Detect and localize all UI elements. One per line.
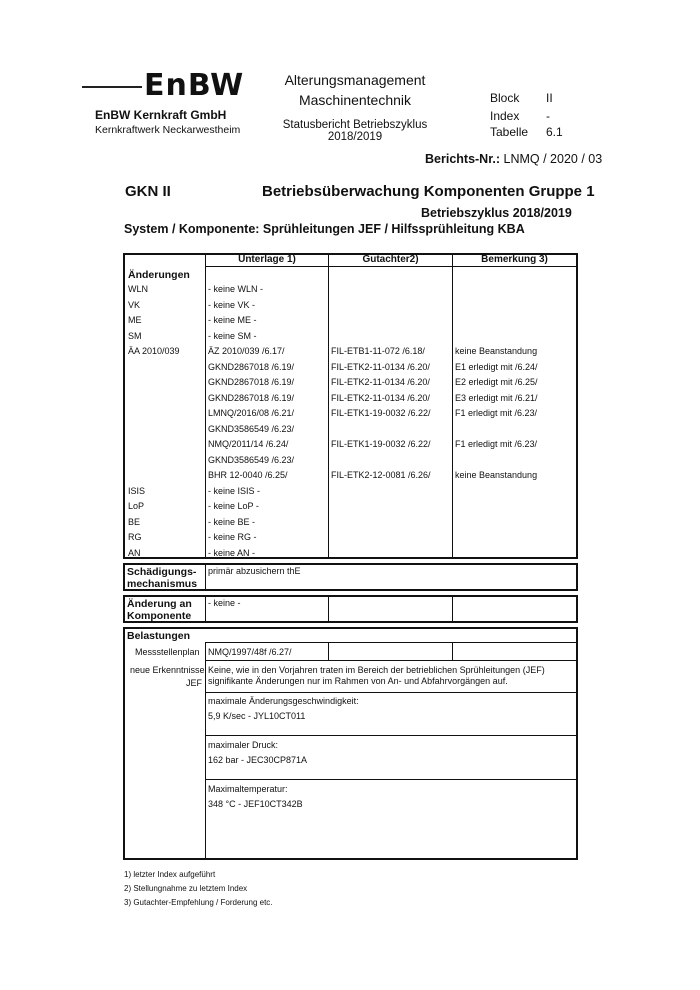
- loads-divider: [205, 779, 578, 780]
- report-number: [425, 152, 602, 166]
- pressure-label: maximaler Druck:: [208, 740, 279, 750]
- loads-divider: [205, 660, 578, 661]
- row-remark: F1 erledigt mit /6.23/: [455, 408, 538, 418]
- row-type: ISIS: [128, 485, 146, 496]
- rate-value: 5,9 K/sec - JYL10CT011: [208, 711, 306, 721]
- status-report: Statusbericht Betriebszyklus 2018/2019: [282, 119, 428, 143]
- row-document: GKND3586549 /6.23/: [208, 423, 295, 434]
- row-document: - keine BE -: [208, 516, 256, 527]
- header-divider: [205, 266, 578, 267]
- loads-divider: [205, 735, 578, 736]
- row-expert: FIL-ETK1-19-0032 /6.22/: [331, 408, 431, 418]
- meta-key: Block: [490, 91, 520, 105]
- row-type: SM: [128, 330, 142, 341]
- row-type: ME: [128, 315, 142, 325]
- row-expert: FIL-ETK2-12-0081 /6.26/: [331, 470, 431, 480]
- meta-block: [490, 91, 553, 105]
- system-component: System / Komponente: Sprühleitungen JEF / Hilfssprühleitung KBA: [124, 222, 525, 236]
- row-document: - keine AN -: [208, 547, 256, 558]
- row-expert: FIL-ETK2-11-0134 /6.20/: [331, 392, 430, 403]
- rate-label: maximale Änderungsgeschwindigkeit:: [208, 696, 359, 706]
- col-divider: [205, 595, 206, 623]
- row-document: - keine ISIS -: [208, 485, 261, 496]
- component-change-label-1: Änderung an: [127, 598, 192, 610]
- temp-label: Maximaltemperatur:: [208, 784, 288, 794]
- row-type: BE: [128, 516, 141, 527]
- row-expert: FIL-ETK2-11-0134 /6.20/: [331, 361, 430, 372]
- changes-title: Änderungen: [128, 269, 190, 281]
- row-type: RG: [128, 532, 142, 542]
- row-type: VK: [128, 299, 141, 310]
- row-document: ÄZ 2010/039 /6.17/: [208, 346, 285, 356]
- row-type: LoP: [128, 501, 145, 511]
- doc-title-line1: Alterungsmanagement: [284, 72, 426, 88]
- col-divider: [452, 595, 453, 623]
- row-document: NMQ/2011/14 /6.24/: [208, 439, 289, 449]
- row-document: GKND3586549 /6.23/: [208, 454, 295, 465]
- row-expert: FIL-ETB1-11-072 /6.18/: [331, 346, 425, 356]
- loads-divider: [205, 642, 578, 643]
- meta-key: Tabelle: [490, 125, 529, 139]
- col-divider: [205, 253, 206, 559]
- enbw-logo: EnBW: [144, 68, 245, 103]
- row-remark: keine Beanstandung: [455, 470, 538, 480]
- footnote-3: 3) Gutachter-Empfehlung / Forderung etc.: [124, 898, 273, 907]
- row-document: BHR 12-0040 /6.25/: [208, 470, 288, 480]
- row-document: - keine LoP -: [208, 501, 259, 511]
- findings-label-2: JEF: [186, 678, 203, 688]
- report-label: Berichts-Nr.:: [425, 152, 501, 166]
- row-document: - keine WLN -: [208, 284, 264, 294]
- header-bemerkung: Bemerkung 3): [481, 254, 548, 265]
- plant-id: GKN II: [125, 183, 171, 200]
- row-remark: keine Beanstandung: [455, 346, 538, 356]
- footnote-2: 2) Stellungnahme zu letztem Index: [124, 884, 248, 893]
- meta-value: -: [546, 109, 550, 123]
- row-expert: FIL-ETK1-19-0032 /6.22/: [331, 439, 431, 449]
- loads-title: Belastungen: [127, 630, 191, 642]
- col-divider: [205, 642, 206, 860]
- report-value: LNMQ / 2020 / 03: [503, 152, 603, 166]
- component-change-label-2: Komponente: [127, 610, 192, 622]
- logo-line: [82, 86, 142, 88]
- damage-label-2: mechanismus: [127, 578, 198, 590]
- col-divider: [328, 253, 329, 559]
- row-remark: E1 erledigt mit /6.24/: [455, 361, 538, 372]
- damage-label-1: Schädigungs-: [127, 566, 197, 578]
- loads-box: [123, 627, 578, 860]
- col-divider: [328, 642, 329, 660]
- row-document: - keine ME -: [208, 315, 257, 325]
- measuring-plan-value: NMQ/1997/48f /6.27/: [208, 647, 292, 657]
- doc-title-line2: Maschinentechnik: [298, 92, 412, 108]
- footnote-1: 1) letzter Index aufgeführt: [124, 870, 216, 879]
- header-gutachter: Gutachter2): [362, 254, 419, 265]
- findings-label-1: neue Erkenntnisse: [130, 665, 205, 675]
- meta-value: II: [546, 91, 553, 105]
- row-remark: E3 erledigt mit /6.21/: [455, 392, 538, 403]
- row-remark: F1 erledigt mit /6.23/: [455, 439, 538, 449]
- row-document: GKND2867018 /6.19/: [208, 377, 295, 387]
- findings-text-2: signifikante Änderungen nur im Rahmen von An- und Abfahrvorgängen auf.: [208, 676, 508, 686]
- row-type: AN: [128, 547, 141, 558]
- component-change-value: - keine -: [208, 598, 241, 608]
- row-document: GKND2867018 /6.19/: [208, 392, 295, 403]
- row-remark: E2 erledigt mit /6.25/: [455, 377, 538, 387]
- meta-key: Index: [490, 109, 520, 123]
- meta-table: [490, 125, 563, 139]
- row-type: ÄA 2010/039: [128, 346, 180, 356]
- loads-divider: [205, 692, 578, 693]
- plant-name: Kernkraftwerk Neckarwestheim: [95, 124, 241, 136]
- col-divider: [452, 642, 453, 660]
- header-unterlage: Unterlage 1): [238, 254, 296, 265]
- meta-index: [490, 109, 550, 123]
- findings-text-1: Keine, wie in den Vorjahren traten im Bereich der betrieblichen Sprühleitungen (JEF): [208, 665, 545, 675]
- col-divider: [205, 563, 206, 591]
- row-type: WLN: [128, 284, 148, 294]
- pressure-value: 162 bar - JEC30CP871A: [208, 755, 308, 765]
- col-divider: [452, 253, 453, 559]
- damage-value: primär abzusichern thE: [208, 566, 301, 576]
- operating-cycle: Betriebszyklus 2018/2019: [421, 206, 572, 220]
- company-name: EnBW Kernkraft GmbH: [95, 108, 227, 122]
- measuring-plan-label: Messstellenplan: [135, 647, 200, 657]
- changes-table: [123, 253, 578, 559]
- section-title: Betriebsüberwachung Komponenten Gruppe 1: [262, 183, 595, 200]
- row-document: GKND2867018 /6.19/: [208, 361, 295, 372]
- row-document: - keine SM -: [208, 330, 257, 341]
- row-document: LMNQ/2016/08 /6.21/: [208, 408, 295, 418]
- col-divider: [328, 595, 329, 623]
- row-expert: FIL-ETK2-11-0134 /6.20/: [331, 377, 430, 387]
- meta-value: 6.1: [546, 125, 563, 139]
- temp-value: 348 °C - JEF10CT342B: [208, 799, 303, 809]
- row-document: - keine VK -: [208, 299, 256, 310]
- row-document: - keine RG -: [208, 532, 257, 542]
